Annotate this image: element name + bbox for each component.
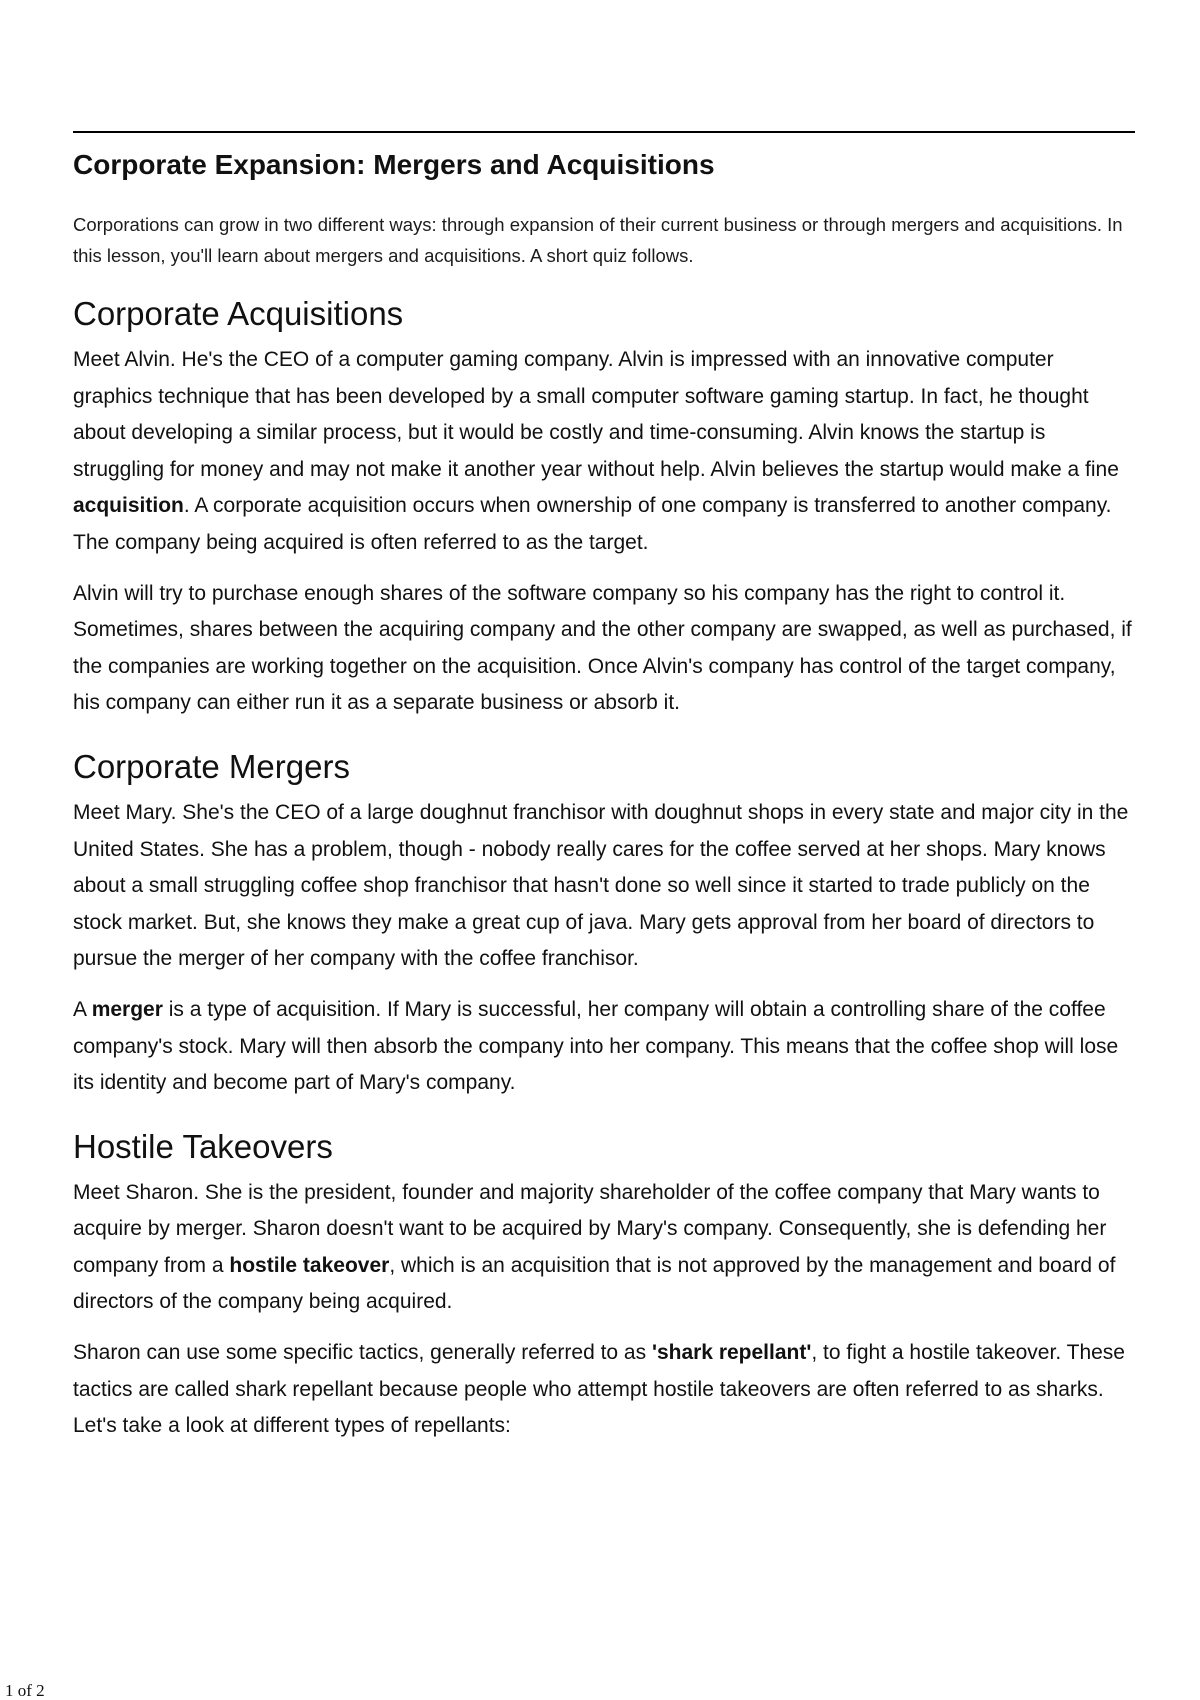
- term-hostile-takeover: hostile takeover: [229, 1253, 390, 1277]
- term-acquisition: acquisition: [73, 494, 184, 518]
- section-heading-hostile-takeovers: Hostile Takeovers: [73, 1127, 333, 1165]
- intro-paragraph: Corporations can grow in two different ways: through expansion of their current business or through mergers and acquisitions. In this lesson, you'll learn about mergers and acquisitions. A short quiz follows.: [73, 214, 1123, 266]
- paragraph-hostile-1: Meet Sharon. She is the president, founder and majority shareholder of the coffee company that Mary wants to acquire by merger. Sharon doesn't want to be acquired by Mary's company. Consequently, she is defending her company from a hostile takeover, which is an acquisition that is not approved by the management and board of directors of the company being acquired.: [73, 1180, 1116, 1314]
- section-heading-mergers: Corporate Mergers: [73, 747, 350, 785]
- document-page: [73, 131, 1135, 1445]
- section-heading-acquisitions: Corporate Acquisitions: [73, 295, 404, 332]
- paragraph-acquisitions-1: Meet Alvin. He's the CEO of a computer gaming company. Alvin is impressed with an innovative computer graphics technique that has been developed by a small computer software gaming startup. In fact, he thought about developing a similar process, but it would be costly and time-consuming. Alvin knows the startup is struggling for money and may not make it another year without help. Alvin believes the startup would make a fine acquisition. A corporate acquisition occurs when ownership of one company is transferred to another company. The company being acquired is often referred to as the target.: [73, 348, 1119, 554]
- document-title: Corporate Expansion: Mergers and Acquisitions: [73, 149, 715, 180]
- paragraph-mergers-2: A merger is a type of acquisition. If Mary is successful, her company will obtain a controlling share of the coffee company's stock. Mary will then absorb the company into her company. This means that the coffee shop will lose its identity and become part of Mary's company.: [73, 997, 1119, 1095]
- top-divider: [73, 131, 1135, 133]
- term-merger: merger: [91, 997, 163, 1021]
- page-number: 1 of 2: [5, 1681, 45, 1700]
- paragraph-acquisitions-2: Alvin will try to purchase enough shares of the software company so his company has the right to control it. Sometimes, shares between the acquiring company and the other company are swapped, as well as purchased, if the companies are working together on the acquisition. Once Alvin's company has control of the target company, his company can either run it as a separate business or absorb it.: [73, 581, 1132, 715]
- term-shark-repellant: 'shark repellant': [651, 1341, 812, 1365]
- paragraph-hostile-2: Sharon can use some specific tactics, generally referred to as 'shark repellant', to fight a hostile takeover. These tactics are called shark repellant because people who attempt hostile takeovers are often referred to as sharks. Let's take a look at different types of repellants:: [73, 1341, 1125, 1438]
- paragraph-mergers-1: Meet Mary. She's the CEO of a large doughnut franchisor with doughnut shops in every state and major city in the United States. She has a problem, though - nobody really cares for the coffee served at her shops. Mary knows about a small struggling coffee shop franchisor that hasn't done so well since it started to trade publicly on the stock market. But, she knows they make a great cup of java. Mary gets approval from her board of directors to pursue the merger of her company with the coffee franchisor.: [73, 800, 1129, 971]
